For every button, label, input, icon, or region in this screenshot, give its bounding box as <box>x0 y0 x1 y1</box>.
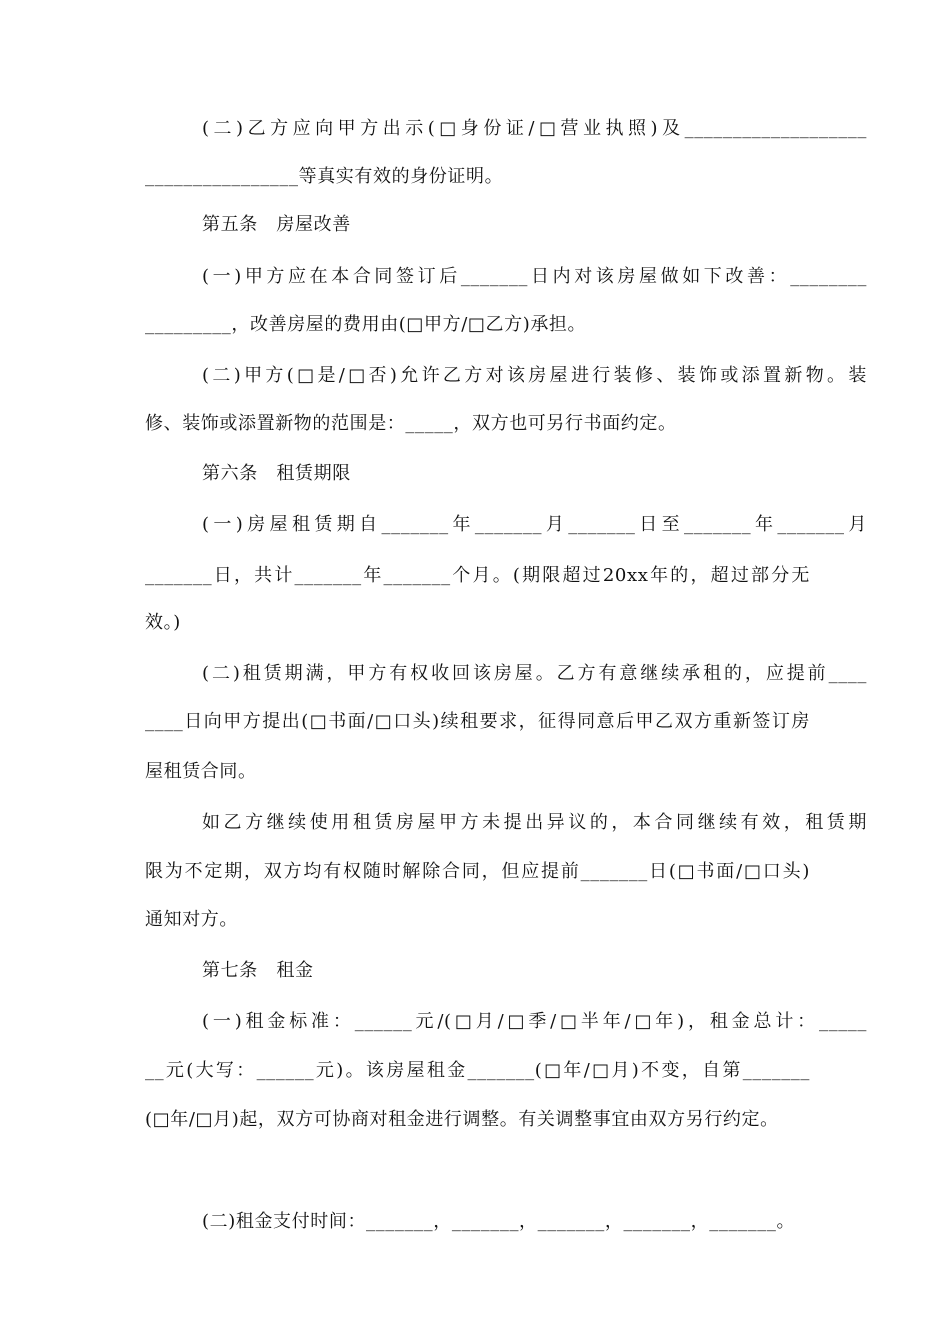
section-heading: 第六条 租赁期限 <box>202 463 351 484</box>
section-heading: 第七条 租金 <box>202 960 314 981</box>
paragraph-line: 效。) <box>145 612 181 633</box>
paragraph-line: (二)甲方(□是/□否)允许乙方对该房屋进行装修、装饰或添置新物。装 <box>202 365 867 386</box>
paragraph-line: 如乙方继续使用租赁房屋甲方未提出异议的，本合同继续有效，租赁期 <box>202 812 867 833</box>
paragraph-line: (□年/□月)起，双方可协商对租金进行调整。有关调整事宜由双方另行约定。 <box>145 1109 779 1130</box>
paragraph-line: 修、装饰或添置新物的范围是：_____，双方也可另行书面约定。 <box>145 413 677 434</box>
paragraph-line: (一)租金标准：______元/(□月/□季/□半年/□年)，租金总计：_____ <box>202 1011 867 1032</box>
paragraph-line: (一)甲方应在本合同签订后_______日内对该房屋做如下改善：________ <box>202 266 867 287</box>
paragraph-line: 限为不定期，双方均有权随时解除合同，但应提前_______日(□书面/□口头) <box>145 861 810 882</box>
paragraph-line: _________，改善房屋的费用由(□甲方/□乙方)承担。 <box>145 314 587 335</box>
paragraph-line: (二)租金支付时间：_______，_______，_______，_______，_______。 <box>202 1211 796 1232</box>
paragraph-line: 通知对方。 <box>145 909 238 930</box>
section-heading: 第五条 房屋改善 <box>202 214 351 235</box>
paragraph-line: ________________等真实有效的身份证明。 <box>145 166 504 187</box>
paragraph-line: __元(大写：______元)。该房屋租金_______(□年/□月)不变，自第_______ <box>145 1060 810 1081</box>
paragraph-line: ____日向甲方提出(□书面/□口头)续租要求，征得同意后甲乙双方重新签订房 <box>145 711 810 732</box>
paragraph-line: (一)房屋租赁期自_______年_______月_______日至_______年_______月 <box>202 514 867 535</box>
paragraph-line: (二)乙方应向甲方出示(□身份证/□营业执照)及___________________ <box>202 118 867 139</box>
paragraph-line: 屋租赁合同。 <box>145 761 257 782</box>
paragraph-line: _______日，共计_______年_______个月。(期限超过20xx年的，超过部分无 <box>145 565 810 586</box>
paragraph-line: (二)租赁期满，甲方有权收回该房屋。乙方有意继续承租的，应提前____ <box>202 663 867 684</box>
